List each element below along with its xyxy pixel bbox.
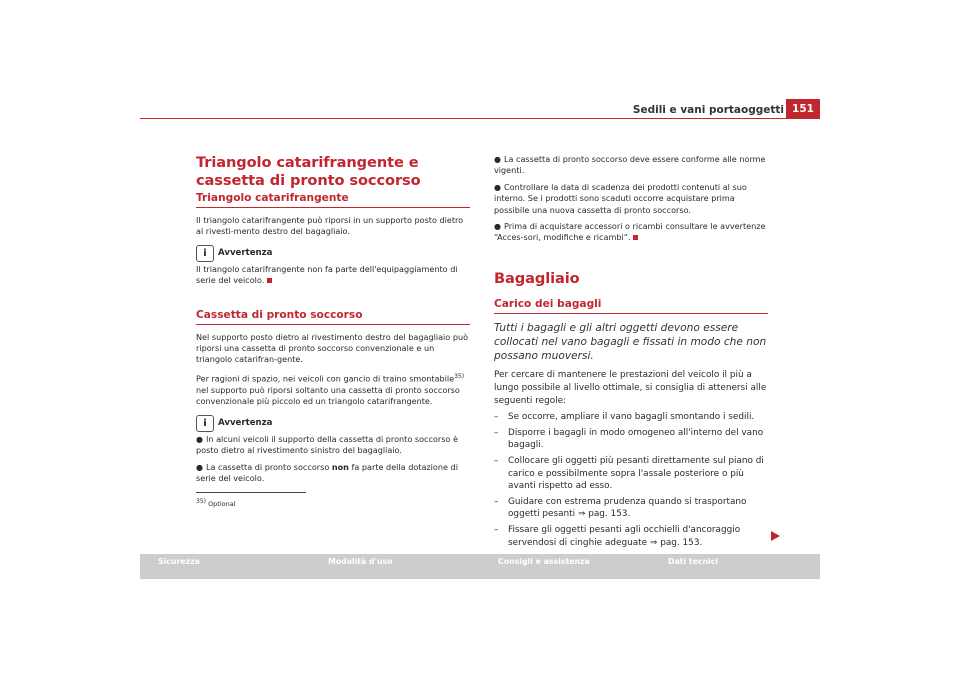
bullet-icon: ●	[494, 182, 501, 192]
note-header	[196, 245, 470, 262]
section-rule	[494, 313, 768, 314]
footnote-rule	[196, 492, 306, 493]
list-item-text: Guidare con estrema prudenza quando si trasportano oggetti pesanti ⇒ pag. 153.	[508, 496, 747, 520]
paragraph: Il triangolo catarifrangente può riporsi in un supporto posto dietro al rivesti-mento destro del bagagliaio.	[196, 215, 464, 237]
paragraph-text: Per ragioni di spazio, nei veicoli con gancio di traino smontabile	[196, 373, 455, 384]
section-heading-carico: Carico dei bagagli	[494, 297, 602, 310]
header-rule	[140, 118, 820, 119]
bullet-text: fa parte della dotazione di serie del veicolo.	[196, 461, 458, 483]
bullet-item	[196, 462, 470, 485]
bullet-text: Controllare la data di scadenza dei prodotti contenuti al suo interno. Se i prodotti sono scaduti occorre acquistare prima possibile una nuova cassetta di pronto soccorso.	[494, 181, 747, 215]
end-mark-icon	[267, 278, 272, 283]
footer-tab-modalita-uso[interactable]: Modalità d'uso	[328, 557, 393, 566]
list-item-text: Fissare gli oggetti pesanti agli occhielli d'ancoraggio servendosi di cinghie adeguate ⇒ pag. 153.	[508, 524, 741, 548]
footer-tab-sicurezza[interactable]: Sicurezza	[158, 557, 200, 566]
dash-icon: –	[494, 456, 499, 467]
note-text	[196, 264, 470, 287]
bullet-icon: ●	[494, 155, 501, 164]
section-heading-cassetta: Cassetta di pronto soccorso	[196, 308, 363, 321]
section-heading-triangolo: Triangolo catarifrangente	[196, 192, 349, 204]
footnote-mark: 35)	[196, 498, 206, 506]
running-header-title: Sedili e vani portaoggetti	[632, 104, 784, 116]
paragraph: Per cercare di mantenere le prestazioni del veicolo il più a lungo possibile al livello ottimale, si consiglia di attenersi alle seguenti regole:	[494, 370, 767, 406]
bullet-icon: ●	[196, 462, 203, 472]
footnote-ref: 35)	[454, 372, 465, 380]
section-rule	[196, 207, 470, 208]
bullet-text-bold: non	[331, 461, 349, 472]
info-icon: i	[196, 245, 214, 262]
list-item-text: Se occorre, ampliare il vano bagagli smontando i sedili.	[508, 412, 755, 423]
note-label: Avvertenza	[218, 247, 273, 258]
chapter-heading-bagagliaio: Bagagliaio	[494, 269, 580, 287]
note-text-content: Il triangolo catarifrangente non fa parte dell'equipaggiamento di serie del veicolo.	[196, 263, 458, 286]
dash-icon: –	[494, 496, 499, 507]
section-rule	[196, 324, 470, 325]
dash-icon: –	[494, 427, 499, 438]
left-column	[196, 154, 470, 511]
bullet-text: La cassetta di pronto soccorso	[205, 461, 332, 472]
bullet-text: Prima di acquistare accessori o ricambi consultare le avvertenze “Acces-sori, modifiche e ricambi“.	[494, 221, 766, 243]
footer-tab-dati-tecnici[interactable]: Dati tecnici	[668, 557, 719, 566]
bullet-text: La cassetta di pronto soccorso deve essere conforme alle norme vigenti.	[494, 154, 766, 176]
end-mark-icon	[633, 235, 638, 240]
bullet-icon: ●	[196, 434, 203, 444]
bullet-item	[494, 154, 768, 177]
footnote	[196, 496, 470, 511]
list-item-text: Disporre i bagagli in modo omogeneo all'interno del vano bagagli.	[508, 427, 764, 451]
list-item	[494, 411, 768, 424]
page-number: 151	[786, 99, 820, 119]
dash-icon: –	[494, 412, 499, 423]
next-page-arrow-icon[interactable]	[771, 531, 780, 541]
bullet-item	[196, 434, 470, 457]
bullet-item	[494, 182, 768, 216]
footer-nav	[140, 554, 820, 579]
list-item-text: Collocare gli oggetti più pesanti direttamente sul piano di carico e possibilmente sopra l'assale posteriore o più avanti rispetto ad esso.	[508, 456, 764, 492]
bullet-text: In alcuni veicoli il supporto della cassetta di pronto soccorso è posto dietro al rivestimento sinistro del bagagliaio.	[196, 433, 458, 456]
note-label: Avvertenza	[218, 417, 273, 428]
paragraph-text: nel supporto può riporsi soltanto una cassetta di pronto soccorso convenzionale più piccolo ed un triangolo catarifrangente.	[196, 384, 460, 407]
right-column	[494, 154, 768, 552]
footer-tab-consigli[interactable]: Consigli e assistenza	[498, 557, 590, 566]
dash-icon: –	[494, 524, 499, 535]
note-header	[196, 415, 470, 432]
footnote-text: Optional	[208, 500, 236, 509]
paragraph	[196, 371, 470, 408]
bullet-item	[494, 221, 768, 244]
chapter-heading-triangolo: Triangolo catarifrangente e cassetta di pronto soccorso	[196, 154, 421, 189]
paragraph: Nel supporto posto dietro al rivestimento destro del bagagliaio può riporsi una cassetta di pronto soccorso convenzionale e un triangolo catarifran-gente.	[196, 331, 469, 365]
info-icon: i	[196, 415, 214, 432]
bullet-icon: ●	[494, 222, 501, 232]
list-item	[494, 496, 768, 521]
list-item	[494, 455, 768, 493]
list-item	[494, 524, 768, 549]
list-item	[494, 427, 768, 452]
intro-text: Tutti i bagagli e gli altri oggetti devono essere collocati nel vano bagagli e fissati in modo che non possano muoversi.	[494, 321, 767, 363]
